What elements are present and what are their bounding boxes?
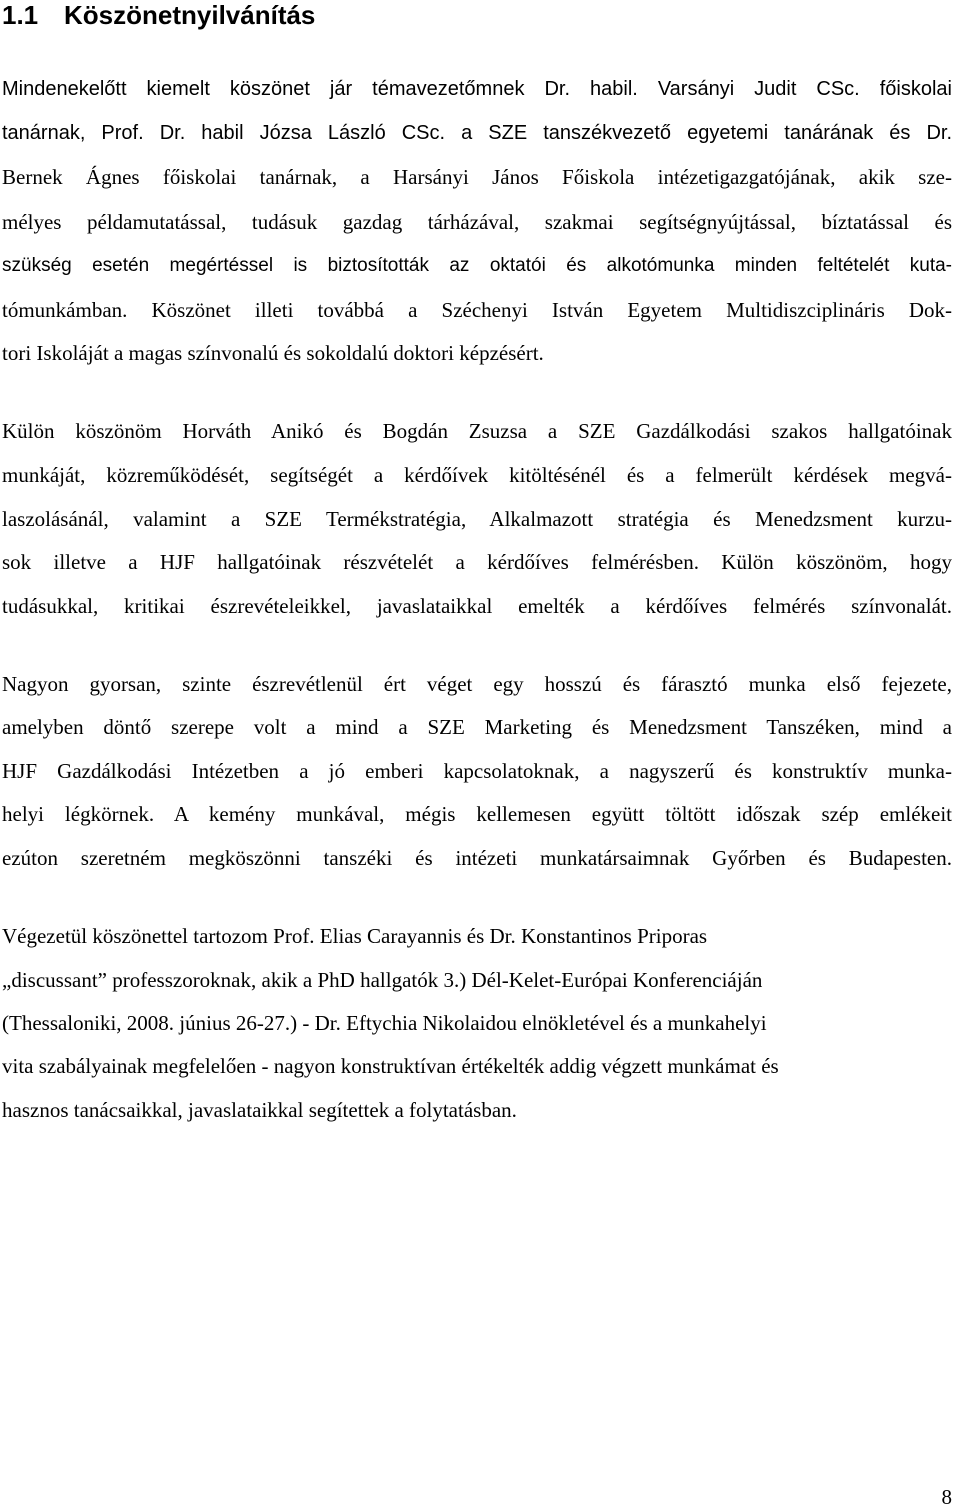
paragraph-line: hasznos tanácsaikkal, javaslataikkal segítettek a folytatásban. (2, 1098, 517, 1122)
paragraph-line: „discussant” professzoroknak, akik a PhD hallgatók 3.) Dél-Kelet-Európai Konferenciáján (2, 968, 763, 992)
paragraph-line: laszolásánál, valamint a SZE Termékstratégia, Alkalmazott stratégia és Menedzsment kurzu- (2, 507, 952, 531)
paragraph-line: helyi légkörnek. A kemény munkával, mégis kellemesen együtt töltött időszak szép emlékeit (2, 802, 952, 826)
paragraph-line: tori Iskoláját a magas színvonalú és sokoldalú doktori képzésért. (2, 341, 544, 365)
paragraph-line: szükség esetén megértéssel is biztosították az oktatói és alkotómunka minden feltételét kuta- (2, 255, 952, 276)
paragraph-line: Végezetül köszönettel tartozom Prof. Elias Carayannis és Dr. Konstantinos Priporas (2, 924, 708, 948)
paragraph-line: Bernek Ágnes főiskolai tanárnak, a Harsányi János Főiskola intézetigazgatójának, akik sze- (2, 165, 952, 189)
section-title: Köszönetnyilvánítás (64, 0, 316, 30)
paragraph-line: mélyes példamutatással, tudásuk gazdag tárházával, szakmai segítségnyújtással, bíztatással és (2, 210, 952, 234)
paragraph-line: Külön köszönöm Horváth Anikó és Bogdán Zsuzsa a SZE Gazdálkodási szakos hallgatóinak (2, 419, 952, 443)
paragraph-line: HJF Gazdálkodási Intézetben a jó emberi kapcsolatoknak, a nagyszerű és konstruktív munka- (2, 759, 952, 783)
paragraph-line: amelyben döntő szerepe volt a mind a SZE Marketing és Menedzsment Tanszéken, mind a (2, 715, 952, 739)
paragraph-line: vita szabályainak megfelelően - nagyon konstruktívan értékelték addig végzett munkámat és (2, 1054, 779, 1078)
paragraph-line: Mindenekelőtt kiemelt köszönet jár témavezetőmnek Dr. habil. Varsányi Judit CSc. főiskolai (2, 78, 952, 100)
paragraph-line: tómunkámban. Köszönet illeti továbbá a Széchenyi István Egyetem Multidiszciplináris Dok- (2, 298, 952, 322)
paragraph-line: munkáját, közreműködését, segítségét a kérdőívek kitöltésénél és a felmerült kérdések megvá- (2, 463, 952, 487)
paragraph-line: tudásukkal, kritikai észrevételeikkel, javaslataikkal emelték a kérdőíves felmérés színvonalát. (2, 594, 952, 618)
paragraph-line: Nagyon gyorsan, szinte észrevétlenül ért véget egy hosszú és fárasztó munka első fejezete, (2, 672, 952, 696)
section-heading (2, 0, 315, 30)
page-number: 8 (941, 1485, 952, 1509)
paragraph-line: (Thessaloniki, 2008. június 26-27.) - Dr. Eftychia Nikolaidou elnökletével és a munkahelyi (2, 1011, 767, 1035)
paragraph-line: ezúton szeretném megköszönni tanszéki és intézeti munkatársaimnak Győrben és Budapesten. (2, 846, 952, 870)
section-number: 1.1 (2, 0, 39, 30)
paragraph-line: sok illetve a HJF hallgatóinak részvételét a kérdőíves felmérésben. Külön köszönöm, hogy (2, 550, 952, 574)
paragraph-line: tanárnak, Prof. Dr. habil Józsa László CSc. a SZE tanszékvezető egyetemi tanárának és Dr. (2, 122, 952, 144)
